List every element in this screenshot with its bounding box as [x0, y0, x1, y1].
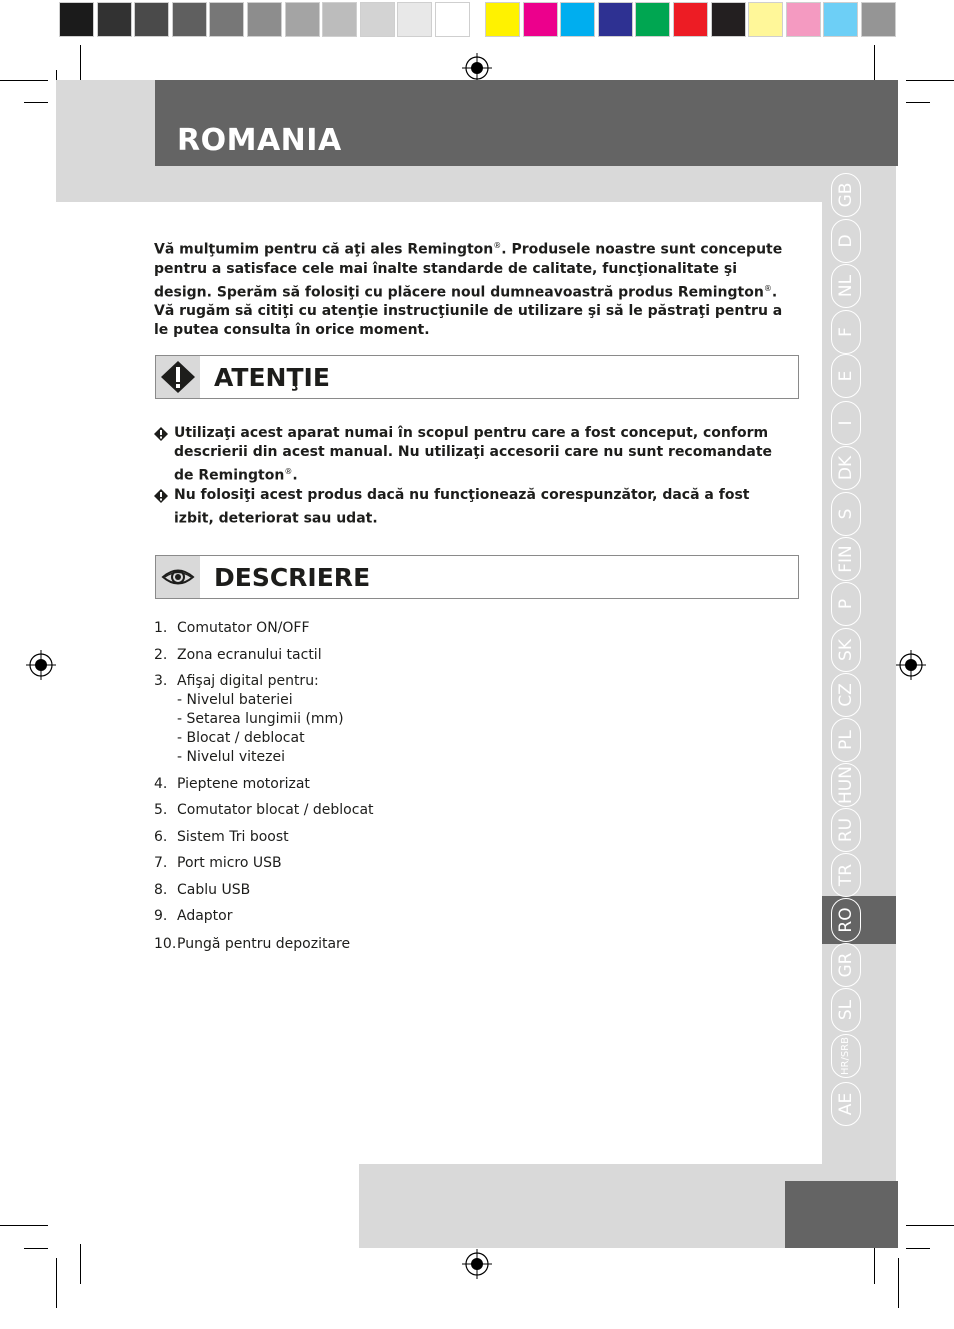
registered-mark: ®	[493, 241, 502, 250]
language-tab-label: RO	[836, 907, 856, 933]
crop-mark	[56, 1258, 57, 1308]
intro-text: . Produsele noastre sunt concepute pentru a satisface cele mai înalte standarde de calitate, funcţionalitate şi design. Sperăm să folosiţi cu plăcere noul dumneavoastră produs Remington	[154, 241, 783, 301]
part-number: 3.	[154, 673, 168, 689]
gray-swatch	[59, 2, 94, 37]
part-label: Port micro USB	[177, 855, 282, 871]
color-swatch	[673, 2, 708, 37]
part-subitem: - Blocat / deblocat	[177, 730, 305, 746]
language-tab[interactable]	[831, 718, 861, 762]
gray-swatch	[97, 2, 132, 37]
warning-diamond-icon	[154, 427, 168, 441]
language-tab[interactable]	[831, 988, 861, 1032]
gray-swatch	[247, 2, 282, 37]
part-item	[154, 907, 554, 926]
language-tab[interactable]	[831, 808, 861, 852]
part-number: 10.	[154, 936, 177, 952]
gray-swatch	[435, 2, 470, 37]
part-label: Zona ecranului tactil	[177, 646, 322, 663]
part-label: Comutator ON/OFF	[177, 620, 310, 636]
part-label: Sistem Tri boost	[177, 828, 289, 845]
language-tab-label: SL	[836, 999, 856, 1021]
description-section-title: DESCRIERE	[214, 563, 371, 592]
registration-mark-icon	[462, 53, 492, 83]
registration-mark-icon	[896, 650, 926, 680]
footer-page-block	[785, 1181, 898, 1248]
registration-mark-icon	[26, 650, 56, 680]
part-label: Pieptene motorizat	[177, 775, 310, 792]
part-item	[154, 828, 554, 847]
language-tab[interactable]	[831, 354, 861, 398]
color-swatch	[523, 2, 558, 37]
gray-swatch	[285, 2, 320, 37]
color-swatch	[786, 2, 821, 37]
language-tab[interactable]	[831, 401, 861, 445]
part-label: Cablu USB	[177, 881, 251, 898]
gray-swatch	[397, 2, 432, 37]
page-title: ROMANIA	[177, 123, 342, 158]
color-swatch	[598, 2, 633, 37]
gray-swatch	[360, 2, 395, 37]
part-number: 6.	[154, 828, 168, 845]
registered-mark: ®	[284, 467, 293, 476]
part-number: 7.	[154, 855, 168, 871]
parts-list	[154, 619, 554, 962]
crop-mark	[0, 80, 48, 81]
warning-section-title: ATENŢIE	[214, 363, 330, 392]
crop-mark	[80, 1244, 81, 1284]
part-item	[154, 619, 554, 638]
crop-mark	[906, 80, 954, 81]
part-subitem: - Nivelul bateriei	[177, 692, 293, 708]
color-swatch	[823, 2, 858, 37]
part-number: 4.	[154, 775, 168, 792]
language-tab-label: AE	[836, 1092, 856, 1116]
description-section-header	[155, 555, 799, 599]
part-label: Pungă pentru depozitare	[177, 936, 351, 952]
language-tab-label: TR	[836, 863, 856, 887]
language-tab-label: HUN	[836, 766, 856, 804]
registration-mark-icon	[462, 1249, 492, 1279]
intro-text: Vă mulţumim pentru că aţi ales Remington	[154, 241, 494, 258]
language-tab-label: CZ	[836, 683, 856, 707]
language-tab[interactable]	[831, 219, 861, 263]
language-tab[interactable]	[831, 537, 861, 581]
language-tab[interactable]	[831, 628, 861, 672]
crop-mark	[906, 1248, 930, 1249]
color-swatch	[485, 2, 520, 37]
crop-mark	[56, 70, 57, 80]
part-item	[154, 775, 554, 794]
language-tab[interactable]	[831, 673, 861, 717]
language-tab[interactable]	[831, 898, 861, 942]
language-tab-label: GR	[836, 952, 856, 978]
language-tab-label: RU	[836, 817, 856, 843]
part-subitem: - Nivelul vitezei	[177, 749, 285, 765]
language-tab[interactable]	[831, 310, 861, 354]
part-number: 1.	[154, 620, 168, 636]
language-tab-label: F	[836, 327, 856, 337]
language-tab[interactable]	[831, 1034, 861, 1078]
exclamation-triangle-icon	[156, 356, 200, 398]
crop-mark	[24, 1248, 48, 1249]
warning-icon-cell	[156, 356, 200, 398]
crop-mark	[80, 45, 81, 83]
language-tab[interactable]	[831, 582, 861, 626]
part-item	[154, 854, 554, 873]
gray-swatch	[322, 2, 357, 37]
language-tab[interactable]	[831, 763, 861, 807]
warning-item	[154, 424, 794, 486]
warning-text: Nu folosiţi acest produs dacă nu funcţionează corespunzător, dacă a fost izbit, deteriorat sau udat.	[174, 486, 750, 527]
color-swatch	[635, 2, 670, 37]
crop-mark	[874, 45, 875, 83]
part-number: 9.	[154, 908, 168, 924]
crop-mark	[898, 1258, 899, 1308]
part-label: Comutator blocat / deblocat	[177, 802, 374, 818]
part-number: 8.	[154, 881, 168, 898]
color-swatch	[711, 2, 746, 37]
warning-item	[154, 486, 794, 529]
language-tab-label: D	[836, 234, 856, 248]
crop-mark	[0, 1225, 48, 1226]
intro-text: . Vă rugăm să citiţi cu atenţie instrucţiunile de utilizare şi să le păstraţi pentru a le putea consulta în orice moment.	[154, 284, 783, 339]
part-item	[154, 672, 554, 767]
gray-swatch	[172, 2, 207, 37]
gray-swatch	[134, 2, 169, 37]
crop-mark	[24, 102, 48, 103]
warning-text: Utilizaţi acest aparat numai în scopul pentru care a fost conceput, conform descrierii din acest manual. Nu utilizaţi accesorii care nu sunt recomandate de Remington	[174, 425, 773, 484]
eye-icon	[156, 556, 200, 598]
language-tab-label: FIN	[836, 545, 856, 573]
crop-mark	[906, 1225, 954, 1226]
language-tab[interactable]	[831, 943, 861, 987]
warning-list	[154, 424, 794, 528]
part-subitem: - Setarea lungimii (mm)	[177, 711, 344, 727]
gray-swatch	[209, 2, 244, 37]
color-swatch	[560, 2, 595, 37]
language-tab-label: DK	[836, 455, 856, 481]
color-swatch	[748, 2, 783, 37]
language-tab-label: PL	[836, 730, 856, 750]
warning-text-tail: .	[292, 467, 298, 484]
language-tab-label: HR/SRB	[840, 1037, 851, 1075]
part-number: 2.	[154, 646, 168, 663]
part-number: 5.	[154, 802, 168, 818]
part-label: Afişaj digital pentru:	[177, 673, 319, 689]
language-tab-label: I	[836, 420, 856, 426]
language-tab-label: SK	[836, 639, 856, 661]
crop-mark	[874, 1244, 875, 1284]
language-tab[interactable]	[831, 173, 861, 217]
language-tab-label: P	[836, 598, 856, 610]
language-tab[interactable]	[831, 492, 861, 536]
language-tab[interactable]	[831, 1082, 861, 1126]
language-tab-label: GB	[836, 182, 856, 208]
warning-diamond-icon	[154, 489, 168, 503]
language-tab[interactable]	[831, 264, 861, 308]
part-item	[154, 646, 554, 665]
part-item	[154, 935, 554, 954]
language-tab-label: S	[836, 508, 856, 520]
warning-section-header	[155, 355, 799, 399]
language-tab[interactable]	[831, 853, 861, 897]
intro-paragraph	[154, 236, 794, 340]
part-item	[154, 801, 554, 820]
language-tab-label: E	[836, 370, 856, 382]
registered-mark: ®	[763, 283, 772, 293]
crop-mark	[906, 102, 930, 103]
color-swatch	[861, 2, 896, 37]
description-icon-cell	[156, 556, 200, 598]
language-tab-label: NL	[836, 274, 856, 298]
part-label: Adaptor	[177, 908, 233, 924]
language-tab[interactable]	[831, 446, 861, 490]
part-item	[154, 881, 554, 900]
